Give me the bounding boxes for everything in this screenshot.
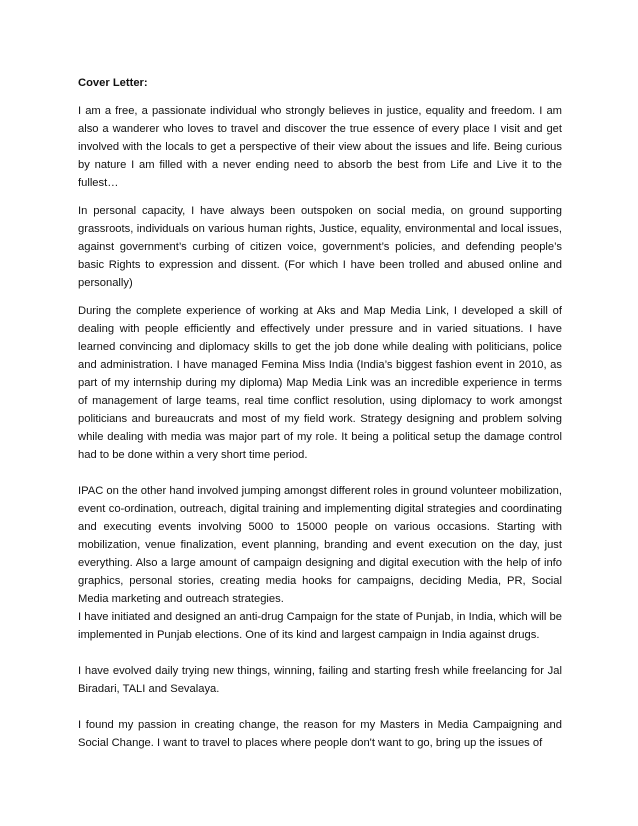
paragraph-passion: I found my passion in creating change, the reason for my Masters in Media Campaigning and Social Change. I want to travel to places where people don't want to go, bring up the issues of xyxy=(78,719,562,749)
paragraph-introduction: I am a free, a passionate individual who strongly believes in justice, equality and freedom. I am also a wanderer who loves to travel and discover the true essence of every place I visit and get involved with the locals to get a perspective of their view about the issues and life. Being curious by nature I am filled with a never ending need to absorb the best from Life and Live it to the fullest… xyxy=(78,105,562,189)
letter-body xyxy=(78,74,562,752)
paragraph-ipac: IPAC on the other hand involved jumping amongst different roles in ground volunteer mobilization, event co-ordination, outreach, digital training and implementing digital strategies and coordinating and executing events involving 5000 to 15000 people on various occasions. Starting with mobilization, venue finalization, event planning, branding and event execution on the day, just everything. Also a large amount of campaign designing and digital execution with the help of info graphics, personal stories, creating media hooks for campaigns, deciding Media, PR, Social Media marketing and outreach strategies. xyxy=(78,485,562,605)
paragraph-aks-map-media: During the complete experience of working at Aks and Map Media Link, I developed a skill of dealing with people efficiently and effectively under pressure and in varied situations. I have learned convincing and diplomacy skills to get the job done while dealing with politicians, police and administration. I have managed Femina Miss India (India’s biggest fashion event in 2010, as part of my internship during my diploma) Map Media Link was an incredible experience in terms of management of large teams, real time conflict resolution, using diplomacy to work amongst politicians and bureaucrats and most of my field work. Strategy designing and problem solving while dealing with media was major part of my role. It being a political setup the damage control had to be done within a very short time period. xyxy=(78,305,562,461)
letter-heading: Cover Letter: xyxy=(78,77,148,89)
paragraph-personal-capacity: In personal capacity, I have always been outspoken on social media, on ground supporting grassroots, individuals on various human rights, Justice, equality, environmental and local issues, against government’s curbing of citizen voice, government’s policies, and defending people’s basic Rights to expression and dissent. (For which I have been trolled and abused online and personally) xyxy=(78,205,562,289)
paragraph-freelancing: I have evolved daily trying new things, winning, failing and starting fresh while freelancing for Jal Biradari, TALI and Sevalaya. xyxy=(78,665,562,695)
paragraph-anti-drug-campaign: I have initiated and designed an anti-drug Campaign for the state of Punjab, in India, which will be implemented in Punjab elections. One of its kind and largest campaign in India against drugs. xyxy=(78,611,562,641)
